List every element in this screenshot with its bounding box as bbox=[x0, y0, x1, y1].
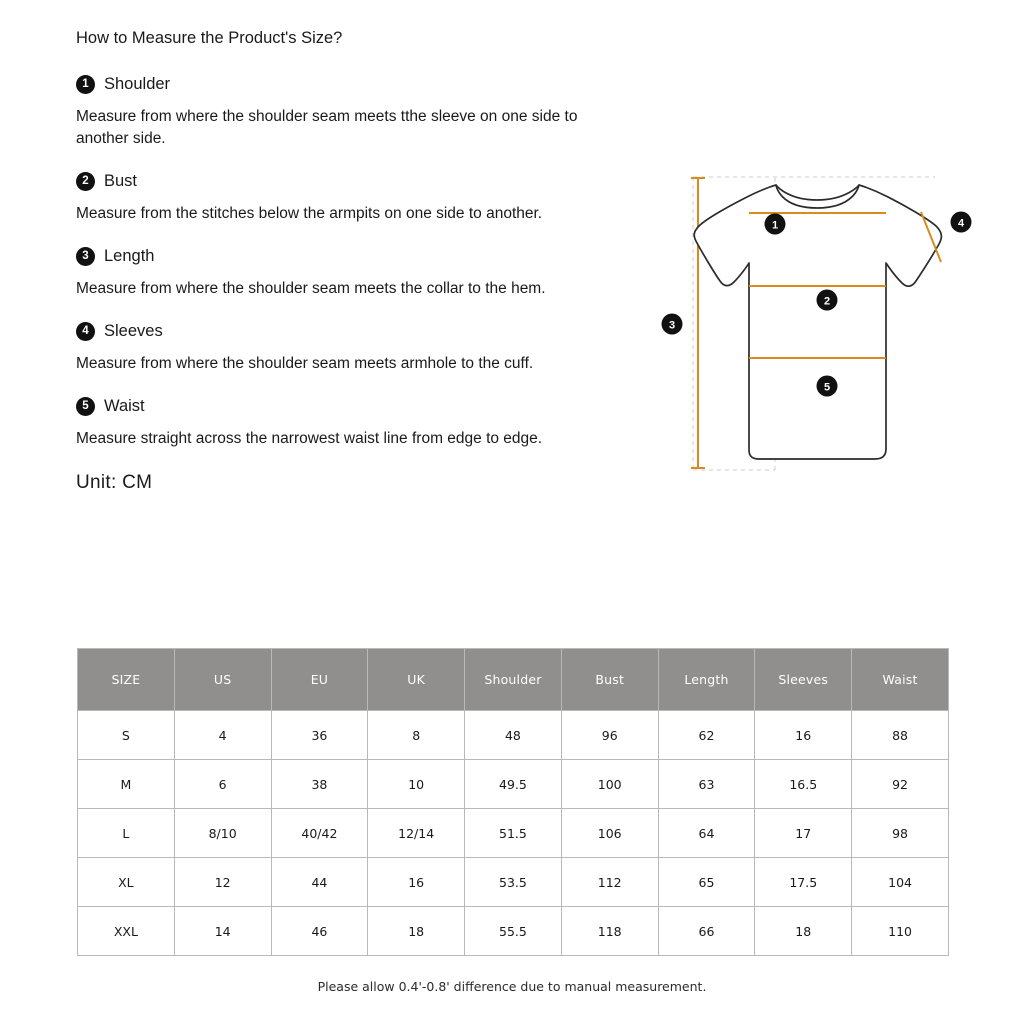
cell-eu: 36 bbox=[271, 711, 368, 760]
step-length-text: Measure from where the shoulder seam meets the collar to the hem. bbox=[76, 280, 546, 298]
step-bust-title: Bust bbox=[104, 172, 138, 191]
cell-eu: 40/42 bbox=[271, 809, 368, 858]
step-sleeves bbox=[76, 322, 636, 375]
cell-size: L bbox=[78, 809, 175, 858]
unit-label: Unit: CM bbox=[76, 472, 153, 494]
column-header-us: US bbox=[174, 649, 271, 711]
table-row bbox=[78, 907, 949, 956]
step-length-title: Length bbox=[104, 247, 155, 266]
table-row bbox=[78, 711, 949, 760]
cell-uk: 12/14 bbox=[368, 809, 465, 858]
step-shoulder bbox=[76, 75, 636, 150]
step-number-badge-2: 2 bbox=[76, 172, 95, 191]
size-chart-table bbox=[77, 648, 949, 956]
step-waist bbox=[76, 397, 636, 450]
cell-uk: 10 bbox=[368, 760, 465, 809]
column-header-shoulder: Shoulder bbox=[465, 649, 562, 711]
page-title: How to Measure the Product's Size? bbox=[76, 29, 343, 47]
table-row bbox=[78, 858, 949, 907]
cell-length: 64 bbox=[658, 809, 755, 858]
column-header-length: Length bbox=[658, 649, 755, 711]
step-shoulder-head bbox=[76, 75, 636, 94]
step-sleeves-text: Measure from where the shoulder seam meets armhole to the cuff. bbox=[76, 355, 534, 373]
diagram-marker-3-label: 3 bbox=[668, 319, 676, 332]
cell-us: 12 bbox=[174, 858, 271, 907]
step-bust-text: Measure from the stitches below the armpits on one side to another. bbox=[76, 205, 543, 223]
size-chart-table-container bbox=[77, 648, 949, 956]
diagram-marker-5-label: 5 bbox=[823, 381, 831, 394]
manual-measurement-note: Please allow 0.4'-0.8' difference due to manual measurement. bbox=[317, 979, 707, 994]
cell-uk: 16 bbox=[368, 858, 465, 907]
cell-waist: 88 bbox=[852, 711, 949, 760]
cell-sleeves: 16.5 bbox=[755, 760, 852, 809]
cell-uk: 8 bbox=[368, 711, 465, 760]
column-header-size: SIZE bbox=[78, 649, 175, 711]
cell-length: 63 bbox=[658, 760, 755, 809]
step-waist-head bbox=[76, 397, 636, 416]
cell-shoulder: 49.5 bbox=[465, 760, 562, 809]
table-row bbox=[78, 809, 949, 858]
step-waist-text: Measure straight across the narrowest waist line from edge to edge. bbox=[76, 430, 543, 448]
cell-bust: 118 bbox=[561, 907, 658, 956]
cell-uk: 18 bbox=[368, 907, 465, 956]
column-header-uk: UK bbox=[368, 649, 465, 711]
cell-size: S bbox=[78, 711, 175, 760]
column-header-bust: Bust bbox=[561, 649, 658, 711]
cell-shoulder: 53.5 bbox=[465, 858, 562, 907]
step-length-head bbox=[76, 247, 636, 266]
cell-shoulder: 51.5 bbox=[465, 809, 562, 858]
cell-sleeves: 16 bbox=[755, 711, 852, 760]
step-sleeves-head bbox=[76, 322, 636, 341]
step-number-badge-5: 5 bbox=[76, 397, 95, 416]
cell-eu: 46 bbox=[271, 907, 368, 956]
measurement-instructions bbox=[76, 28, 636, 494]
step-number-badge-1: 1 bbox=[76, 75, 95, 94]
table-header-row bbox=[78, 649, 949, 711]
diagram-marker-1-label: 1 bbox=[771, 219, 779, 232]
size-chart-head bbox=[78, 649, 949, 711]
cell-us: 14 bbox=[174, 907, 271, 956]
cell-shoulder: 55.5 bbox=[465, 907, 562, 956]
cell-waist: 110 bbox=[852, 907, 949, 956]
cell-size: M bbox=[78, 760, 175, 809]
cell-length: 66 bbox=[658, 907, 755, 956]
tshirt-outline bbox=[694, 185, 941, 459]
column-header-eu: EU bbox=[271, 649, 368, 711]
step-waist-title: Waist bbox=[104, 397, 145, 416]
cell-shoulder: 48 bbox=[465, 711, 562, 760]
step-bust-head bbox=[76, 172, 636, 191]
cell-waist: 98 bbox=[852, 809, 949, 858]
step-number-badge-3: 3 bbox=[76, 247, 95, 266]
step-sleeves-title: Sleeves bbox=[104, 322, 163, 341]
size-chart-body bbox=[78, 711, 949, 956]
step-bust bbox=[76, 172, 636, 225]
cell-size: XXL bbox=[78, 907, 175, 956]
cell-waist: 104 bbox=[852, 858, 949, 907]
cell-sleeves: 17.5 bbox=[755, 858, 852, 907]
column-header-waist: Waist bbox=[852, 649, 949, 711]
step-shoulder-title: Shoulder bbox=[104, 75, 171, 94]
cell-sleeves: 17 bbox=[755, 809, 852, 858]
cell-bust: 106 bbox=[561, 809, 658, 858]
diagram-marker-4-label: 4 bbox=[957, 217, 965, 230]
step-length bbox=[76, 247, 636, 300]
column-header-sleeves: Sleeves bbox=[755, 649, 852, 711]
cell-us: 8/10 bbox=[174, 809, 271, 858]
step-number-badge-4: 4 bbox=[76, 322, 95, 341]
cell-bust: 96 bbox=[561, 711, 658, 760]
cell-size: XL bbox=[78, 858, 175, 907]
tshirt-measurement-diagram bbox=[645, 150, 990, 495]
diagram-marker-2-label: 2 bbox=[823, 295, 831, 308]
cell-us: 4 bbox=[174, 711, 271, 760]
cell-us: 6 bbox=[174, 760, 271, 809]
table-row bbox=[78, 760, 949, 809]
cell-waist: 92 bbox=[852, 760, 949, 809]
cell-bust: 100 bbox=[561, 760, 658, 809]
step-shoulder-text: Measure from where the shoulder seam meets tthe sleeve on one side to another side. bbox=[76, 108, 578, 148]
cell-sleeves: 18 bbox=[755, 907, 852, 956]
cell-length: 65 bbox=[658, 858, 755, 907]
cell-eu: 44 bbox=[271, 858, 368, 907]
cell-eu: 38 bbox=[271, 760, 368, 809]
cell-length: 62 bbox=[658, 711, 755, 760]
cell-bust: 112 bbox=[561, 858, 658, 907]
